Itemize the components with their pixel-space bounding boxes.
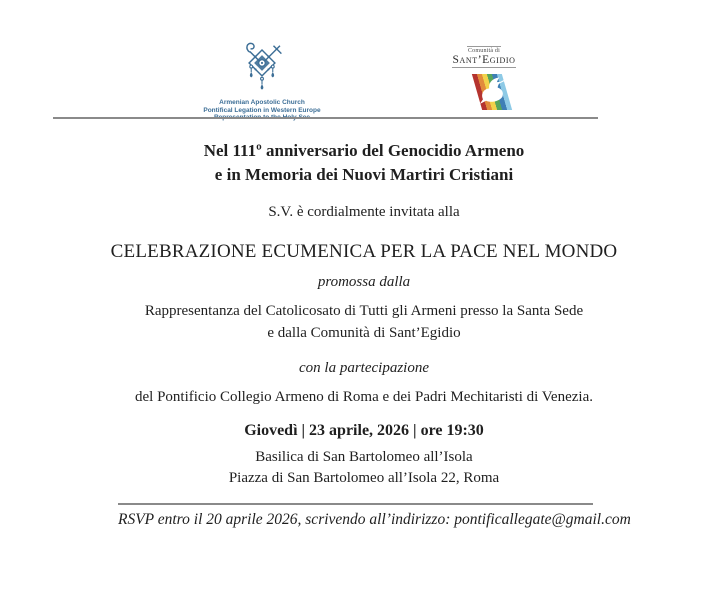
santegidio-logo <box>449 46 519 110</box>
promoted-by-line: promossa dalla <box>317 274 411 290</box>
promoter-line1: Rappresentanza del Catolicosato di Tutti gli Armeni presso la Santa Sede <box>144 303 584 319</box>
header-divider <box>53 117 598 119</box>
armenian-church-logo <box>182 40 342 122</box>
venue-address: Piazza di San Bartolomeo all’Isola 22, Roma <box>228 470 500 486</box>
invitation-line: S.V. è cordialmente invitata alla <box>268 204 460 220</box>
venue-name: Basilica di San Bartolomeo all’Isola <box>255 449 473 465</box>
armenian-logo-line1: Armenian Apostolic Church <box>219 99 305 106</box>
armenian-emblem-icon <box>239 40 285 96</box>
santegidio-wordmark: Sant’Egidio <box>452 54 516 66</box>
event-datetime: Giovedì | 23 aprile, 2026 | ore 19:30 <box>244 422 484 439</box>
dove-icon <box>473 76 511 110</box>
santegidio-bottom-rule <box>452 67 516 68</box>
rsvp-line: RSVP entro il 20 aprile 2026, scrivendo all’indirizzo: pontificallegate@gmail.com <box>118 511 631 528</box>
rainbow-band <box>472 74 512 110</box>
promoter-line2: e dalla Comunità di Sant’Egidio <box>267 325 461 341</box>
participants-line: del Pontificio Collegio Armeno di Roma e dei Padri Mechitaristi di Venezia. <box>135 389 593 405</box>
event-title: CELEBRAZIONE ECUMENICA PER LA PACE NEL MONDO <box>110 241 618 262</box>
santegidio-top-rule <box>467 46 501 47</box>
santegidio-small-text: Comunità di <box>467 48 501 54</box>
participation-intro: con la partecipazione <box>299 360 429 376</box>
footer-divider <box>118 503 593 505</box>
title-line1: Nel 111º anniversario del Genocidio Armeno <box>203 141 525 160</box>
armenian-logo-line2: Pontifical Legation in Western Europe <box>203 106 321 114</box>
title-line2: e in Memoria dei Nuovi Martiri Cristiani <box>214 165 514 184</box>
